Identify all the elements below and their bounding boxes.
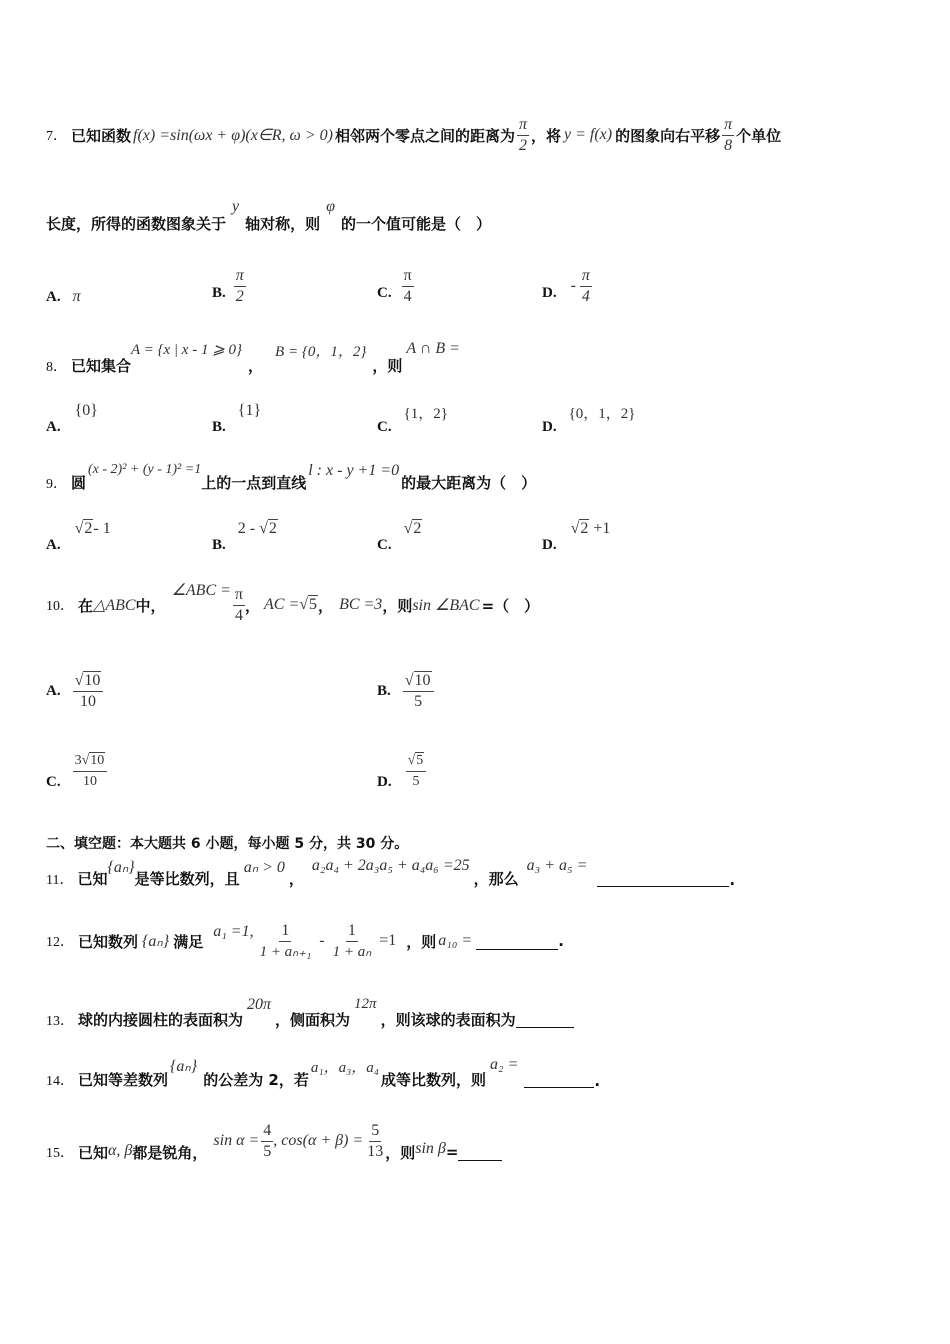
- q10-angle: ∠ABC =: [171, 582, 231, 599]
- q11-ask: a₃ + a₅ =: [526, 857, 588, 874]
- q8-option-b[interactable]: [212, 402, 261, 436]
- radicand: 2: [580, 520, 589, 537]
- q7-distance-num: π: [517, 116, 529, 136]
- radicand: 5: [416, 752, 424, 768]
- q14-answer-blank[interactable]: [524, 1071, 594, 1088]
- q8-line: [46, 340, 460, 380]
- q12-line: [46, 913, 564, 969]
- option-fraction: [403, 672, 434, 711]
- q7-option-c[interactable]: [377, 262, 414, 310]
- option-fraction: [73, 672, 104, 711]
- option-radical: √2: [403, 520, 422, 537]
- option-label: A.: [46, 419, 61, 435]
- q12-number: 12．: [46, 935, 74, 950]
- option-sign: -: [570, 277, 576, 294]
- option-label: D.: [542, 537, 557, 553]
- q15-fraction-2: [365, 1122, 385, 1161]
- q10-comma1: ，: [245, 596, 261, 615]
- fraction-den: 10: [79, 692, 96, 710]
- q15-ask: sin β: [415, 1140, 446, 1157]
- q10-option-d[interactable]: [377, 746, 426, 796]
- fraction-den: 1 + aₙ: [332, 943, 372, 960]
- q12-mid: 满足: [173, 932, 204, 951]
- q8-expr: A ∩ B =: [406, 340, 460, 357]
- q13-answer-blank[interactable]: [516, 1011, 574, 1028]
- q10-triangle: △ABC: [93, 597, 136, 614]
- fraction-num: [406, 752, 427, 772]
- option-label: C.: [377, 284, 392, 301]
- q11-mid: 是等比数列，且: [134, 870, 240, 888]
- q9-line-eq: l : x - y +1 =0: [308, 462, 400, 479]
- q13-lead: 球的内接圆柱的表面积为: [78, 1011, 244, 1029]
- fraction-den: 4: [581, 287, 590, 305]
- q7-axis: y: [232, 198, 240, 215]
- q10-then: ，则: [382, 596, 413, 615]
- option-fraction: [580, 267, 592, 306]
- option-after: - 1: [93, 520, 111, 537]
- option-radical: √2: [74, 520, 93, 537]
- option-value: {0，1，2}: [568, 406, 636, 422]
- q7-distance-den: 2: [518, 136, 527, 154]
- fraction-num: 1: [279, 922, 291, 942]
- option-value: π: [72, 288, 81, 305]
- q15-eq: =: [445, 1143, 459, 1161]
- option-label: B.: [212, 537, 226, 553]
- q7-line2b: 轴对称，则: [245, 215, 321, 233]
- q7-line2a: 长度，所得的函数图象关于: [46, 215, 227, 233]
- radicand: 10: [90, 752, 105, 768]
- num-radical: √10: [404, 671, 431, 689]
- fraction-num: [73, 672, 104, 692]
- q12-seq: {aₙ}: [142, 933, 170, 950]
- q10-comma2: ，: [318, 596, 334, 615]
- option-fraction: [234, 267, 246, 306]
- q10-number: 10．: [46, 599, 74, 614]
- option-fraction: [73, 752, 108, 791]
- q14-tail: 成等比数列，则: [381, 1071, 487, 1089]
- q12-answer-blank[interactable]: [476, 933, 558, 950]
- q9-option-b[interactable]: [212, 520, 278, 554]
- q7-function: f(x) =sin(ωx + φ)(x∈R, ω > 0): [133, 127, 333, 144]
- q7-shift-den: 8: [724, 136, 733, 154]
- q11-comma: ，: [288, 870, 304, 888]
- q14-lead: 已知等差数列: [78, 1071, 169, 1089]
- fraction-den: 1 + aₙ₊₁: [259, 943, 312, 960]
- option-fraction: [406, 752, 427, 791]
- num-coef: 3: [74, 752, 82, 768]
- q7-number: 7．: [46, 129, 67, 144]
- q7-line2: [46, 198, 491, 238]
- num-radical: √10: [74, 671, 101, 689]
- q12-fraction-1: [258, 922, 314, 961]
- q10-option-c[interactable]: [46, 746, 107, 796]
- q9-tail: 的最大距离为（ ）: [401, 474, 537, 492]
- option-value: {0}: [74, 402, 98, 419]
- q9-option-a[interactable]: [46, 520, 111, 554]
- q13-mid: ，侧面积为: [275, 1011, 351, 1029]
- q8-then: ，则: [372, 357, 403, 375]
- q14-end: .: [594, 1072, 601, 1090]
- q9-circle: (x - 2)² + (y - 1)² =1: [88, 462, 202, 477]
- option-label: C.: [377, 419, 392, 435]
- q14-seq: {aₙ}: [170, 1058, 198, 1075]
- option-label: D.: [542, 419, 557, 435]
- fraction-den: 4: [234, 606, 243, 624]
- q15-mid: 都是锐角，: [132, 1143, 208, 1162]
- q12-lead: 已知数列: [78, 932, 139, 951]
- option-label: B.: [212, 419, 226, 435]
- fraction-den: 4: [403, 287, 412, 305]
- q12-eq: =1: [379, 932, 397, 949]
- q7-phi: φ: [326, 198, 335, 215]
- option-before: 2 -: [237, 520, 260, 537]
- q11-then: ，那么: [473, 870, 519, 888]
- q7-line2c: 的一个值可能是（ ）: [341, 215, 492, 233]
- q10-angle-fraction: [233, 586, 245, 625]
- q7-option-a[interactable]: [46, 280, 81, 314]
- q9-number: 9．: [46, 477, 67, 492]
- q15-sin: sin α =: [213, 1132, 260, 1149]
- q15-then: ，则: [385, 1143, 416, 1162]
- q15-number: 15．: [46, 1146, 74, 1161]
- fraction-den: 5: [263, 1142, 272, 1160]
- q7-lead: 已知函数: [71, 126, 132, 145]
- radicand: 10: [84, 671, 101, 689]
- q11-line: [46, 857, 735, 893]
- radicand: 2: [413, 520, 422, 537]
- option-label: A.: [46, 537, 61, 553]
- q15-line: [46, 1114, 502, 1168]
- q10-option-b[interactable]: [377, 664, 434, 718]
- q13-line: [46, 996, 574, 1034]
- radicand: 10: [414, 671, 431, 689]
- q11-end: .: [729, 871, 736, 889]
- q11-cond: aₙ > 0: [243, 859, 285, 876]
- fraction-den: 10: [82, 773, 97, 789]
- q7-option-d[interactable]: [542, 262, 592, 310]
- num-radical: √10: [81, 752, 105, 768]
- q8-number: 8．: [46, 360, 67, 375]
- q13-tail: ，则该球的表面积为: [380, 1011, 516, 1029]
- q7-comma: ，将: [530, 126, 561, 145]
- q8-lead: 已知集合: [71, 357, 132, 375]
- option-label: D.: [542, 284, 557, 301]
- q10-lead: 在: [78, 596, 94, 615]
- q12-ask: a₁₀ =: [438, 932, 473, 949]
- q9-mid: 上的一点到直线: [201, 474, 307, 492]
- q9-line: [46, 462, 536, 496]
- option-label: C.: [46, 773, 61, 790]
- q7-mid: 相邻两个零点之间的距离为: [334, 126, 515, 145]
- q10-ac-radical: √5: [299, 596, 318, 613]
- radicand: 5: [309, 596, 318, 613]
- q10-line: [46, 580, 539, 630]
- q7-shift-fraction: [722, 116, 734, 155]
- option-label: A.: [46, 288, 61, 305]
- q8-set-b: B = {0，1，2}: [275, 344, 367, 360]
- option-fraction: [402, 267, 414, 306]
- q7-shift-num: π: [722, 116, 734, 136]
- fraction-num: 4: [261, 1122, 273, 1142]
- q10-tail: =（ ）: [481, 596, 540, 615]
- q12-minus: -: [319, 932, 325, 949]
- q7-unit: 个单位: [736, 126, 782, 145]
- q12-end: .: [558, 932, 564, 950]
- q10-mid: 中，: [135, 596, 166, 615]
- q8-option-a[interactable]: [46, 402, 98, 436]
- q7-distance-fraction: [517, 116, 529, 155]
- fraction-den: 13: [367, 1142, 384, 1160]
- q15-cos: , cos(α + β) =: [273, 1132, 364, 1149]
- option-label: A.: [46, 682, 61, 699]
- q13-lateral: 12π: [354, 996, 377, 1012]
- q11-number: 11．: [46, 873, 74, 888]
- fraction-num: π: [580, 267, 592, 287]
- radicand: 2: [84, 520, 93, 537]
- q15-answer-blank[interactable]: [458, 1144, 502, 1161]
- q10-option-a[interactable]: [46, 664, 103, 718]
- q8-option-c[interactable]: [377, 402, 448, 436]
- q12-then: ，则: [406, 932, 437, 951]
- q13-surface: 20π: [247, 996, 272, 1013]
- option-radical: √2: [259, 520, 277, 537]
- option-label: B.: [377, 682, 391, 699]
- option-radical: √2: [570, 520, 589, 537]
- option-value: {1，2}: [403, 406, 448, 422]
- fraction-den: 5: [414, 692, 423, 710]
- q8-set-a: A = {x | x - 1 ⩾ 0}: [131, 342, 243, 358]
- q10-bc: BC =3: [339, 596, 383, 613]
- q15-fraction-1: [261, 1122, 273, 1161]
- q9-option-c[interactable]: [377, 520, 422, 554]
- q14-number: 14．: [46, 1074, 74, 1089]
- q9-option-d[interactable]: [542, 520, 610, 554]
- fraction-num: π: [402, 267, 414, 287]
- section-fill-in-title: 二、填空题：本大题共 6 小题，每小题 5 分，共 30 分。: [46, 836, 409, 852]
- option-value: {1}: [237, 402, 262, 419]
- q7-line1: [46, 105, 781, 165]
- q13-number: 13．: [46, 1014, 74, 1029]
- fraction-num: 1: [346, 922, 358, 942]
- option-label: D.: [377, 773, 392, 790]
- q8-option-d[interactable]: [542, 402, 636, 436]
- q10-ac: AC =: [264, 596, 300, 613]
- q9-lead: 圆: [71, 474, 87, 492]
- q11-seq: {aₙ}: [107, 859, 135, 876]
- fraction-num: [403, 672, 434, 692]
- q8-comma: ，: [248, 357, 264, 375]
- q7-option-b[interactable]: [212, 262, 246, 310]
- fraction-num: π: [234, 267, 246, 287]
- q10-sin: sin ∠BAC: [412, 597, 480, 614]
- q11-answer-blank[interactable]: [597, 870, 729, 887]
- q14-mid: 的公差为 2，若: [203, 1071, 309, 1089]
- radicand: 2: [268, 520, 277, 537]
- q14-line: [46, 1056, 600, 1094]
- fraction-num: π: [233, 586, 245, 606]
- q7-ref-function: y = f(x): [564, 126, 613, 143]
- q11-lead: 已知: [77, 870, 108, 888]
- option-label: C.: [377, 537, 392, 553]
- q15-vars: α, β: [108, 1142, 133, 1159]
- q12-fraction-2: [331, 922, 374, 961]
- fraction-den: 5: [412, 773, 420, 789]
- q14-terms: a₁，a₃，a₄: [310, 1060, 380, 1076]
- num-radical: √5: [407, 752, 424, 768]
- q14-ask: a₂ =: [490, 1056, 519, 1073]
- q12-a1: a₁ =1,: [213, 923, 254, 940]
- q11-equation: a₂a₄ + 2a₃a₅ + a₄a₆ =25: [311, 857, 470, 874]
- fraction-den: 2: [235, 287, 244, 305]
- fraction-num: 5: [369, 1122, 381, 1142]
- fraction-num: [73, 752, 108, 772]
- option-after: +1: [589, 520, 611, 537]
- option-label: B.: [212, 284, 226, 301]
- q15-lead: 已知: [78, 1143, 109, 1162]
- q7-shift: 的图象向右平移: [615, 126, 721, 145]
